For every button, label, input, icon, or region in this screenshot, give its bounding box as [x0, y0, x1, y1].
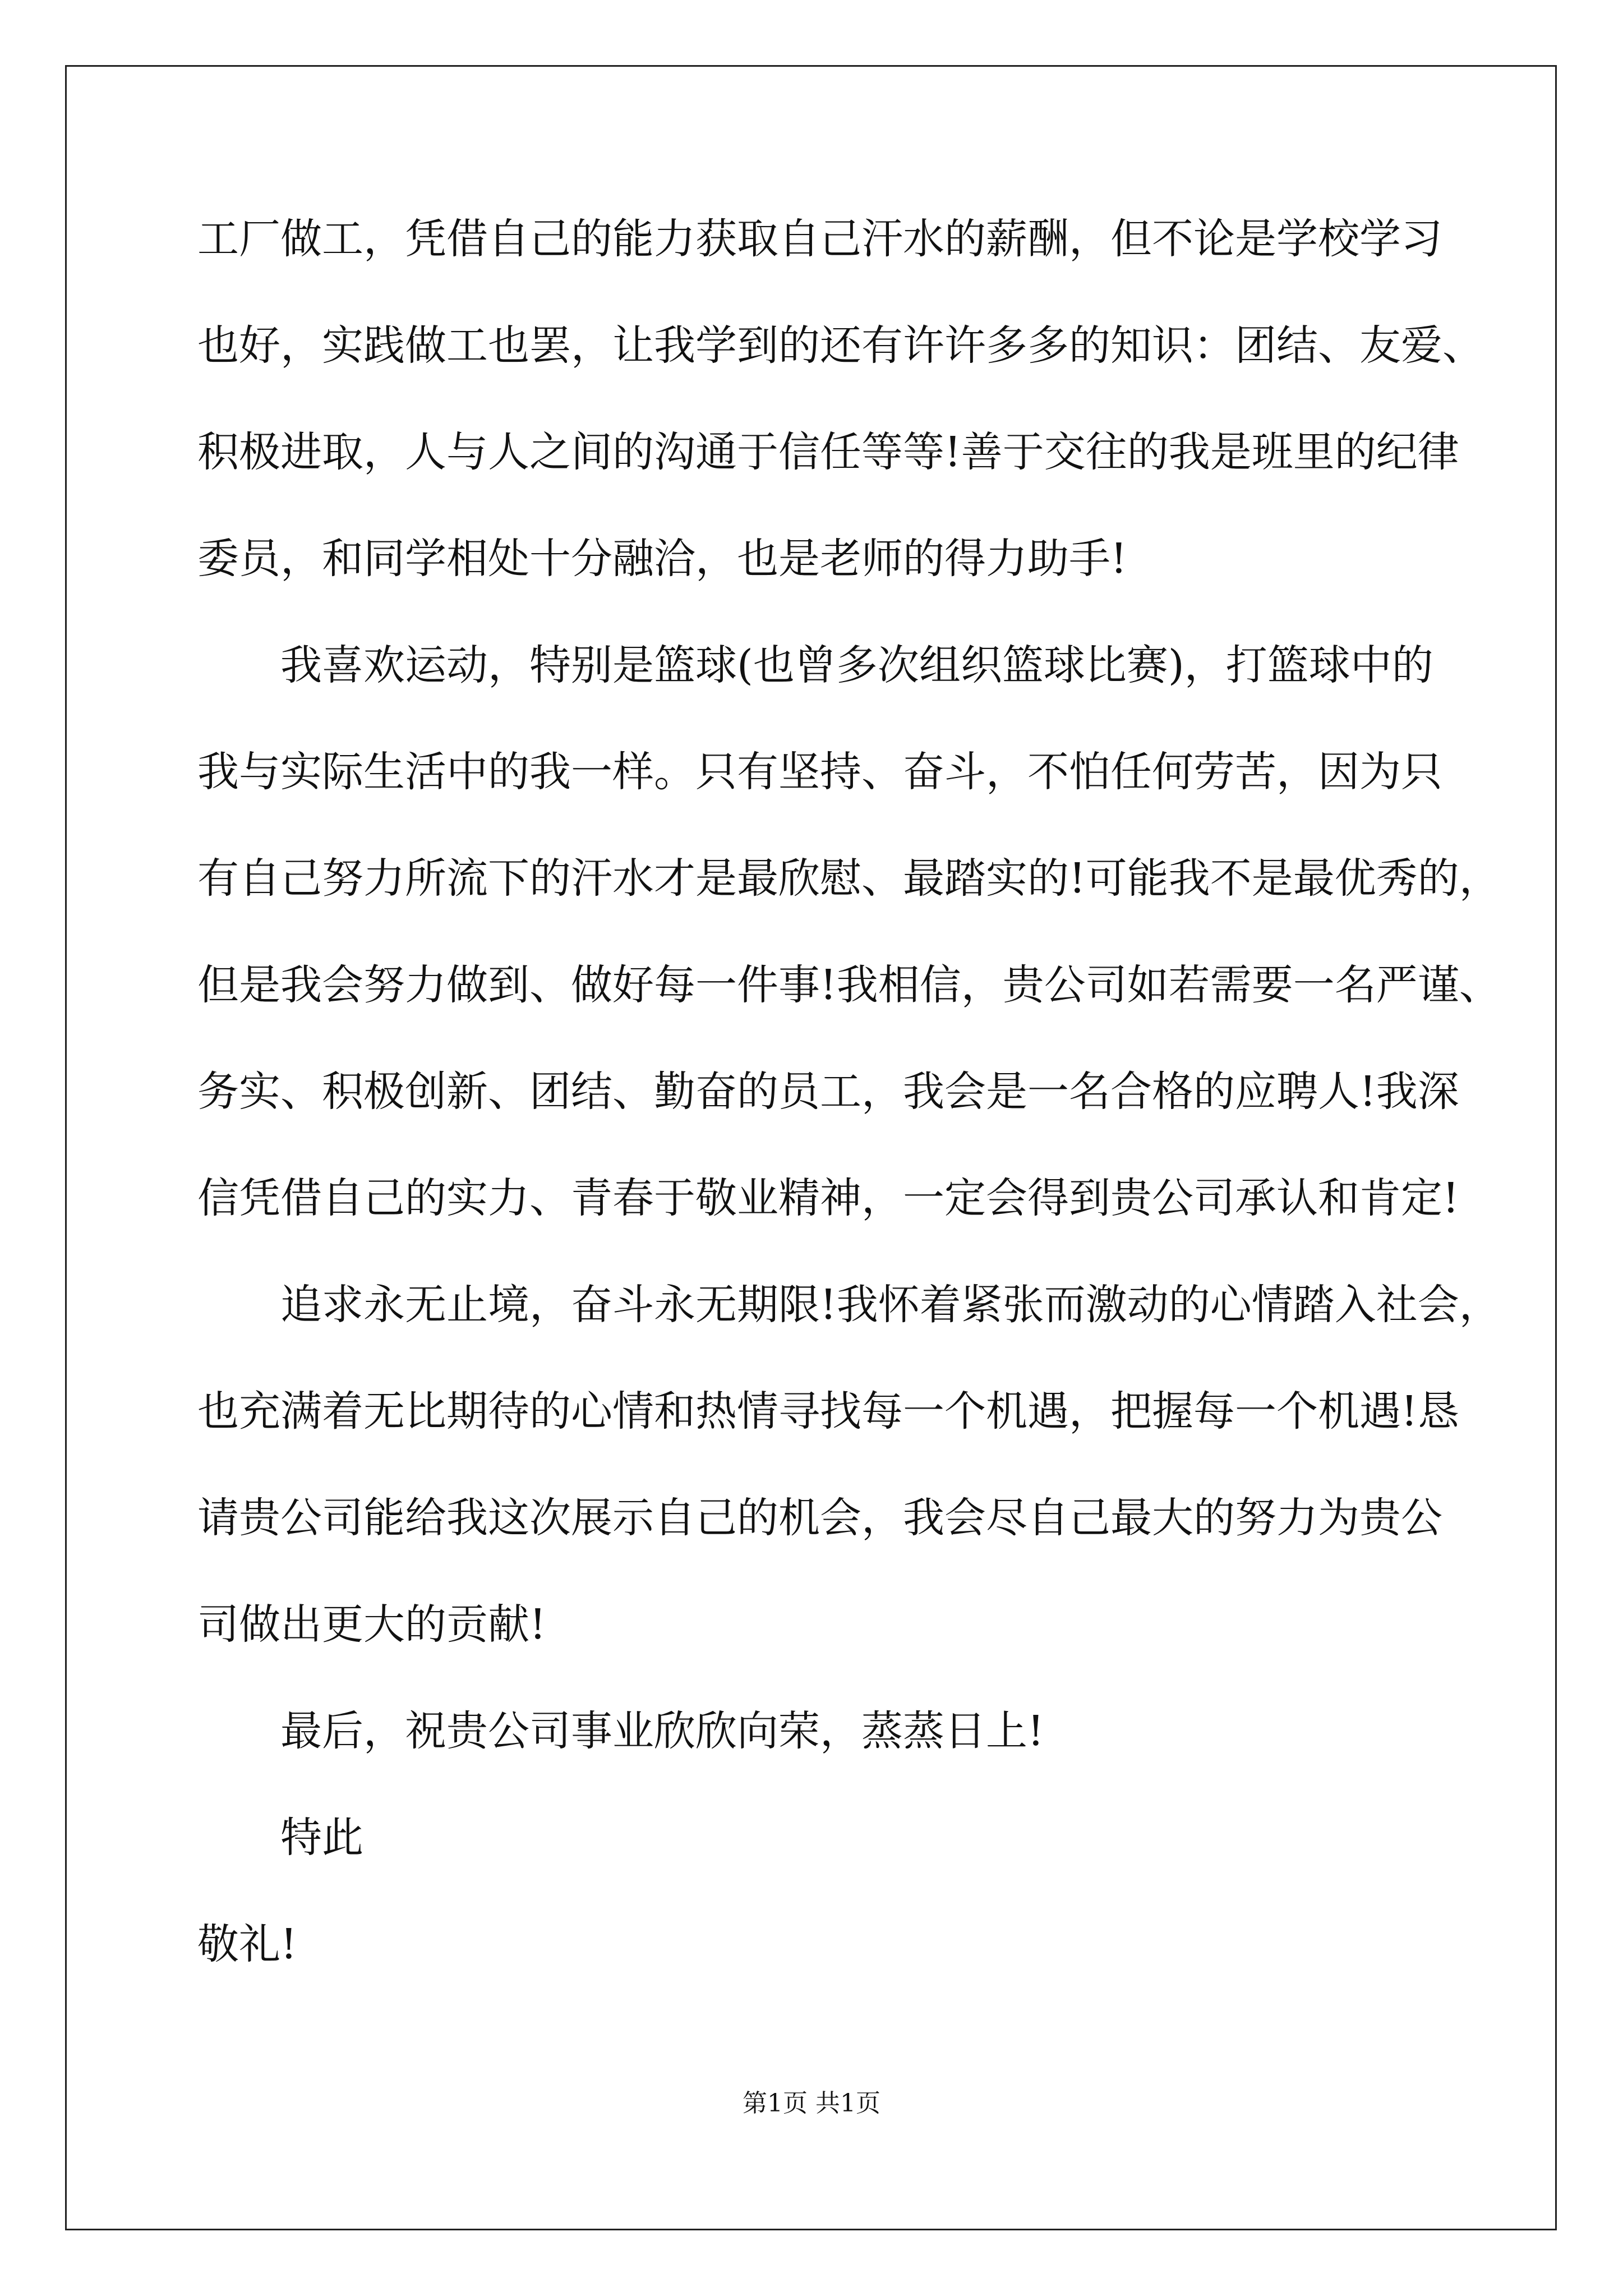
- closing-wish-line: 最后，祝贵公司事业欣欣向荣，蒸蒸日上!: [280, 1707, 1044, 1755]
- page-footer: 第1页 共1页: [743, 2089, 880, 2118]
- body-line: 工厂做工，凭借自己的能力获取自己汗水的薪酬，但不论是学校学习: [197, 215, 1442, 263]
- closing-te-ci: 特此: [280, 1814, 363, 1862]
- page-border: [65, 65, 1557, 2230]
- body-line: 有自己努力所流下的汗水才是最欣慰、最踏实的!可能我不是最优秀的，: [197, 854, 1501, 903]
- body-line: 务实、积极创新、团结、勤奋的员工，我会是一名合格的应聘人!我深: [197, 1068, 1459, 1116]
- closing-jing-li: 敬礼!: [197, 1920, 297, 1968]
- body-line: 委员，和同学相处十分融洽，也是老师的得力助手!: [197, 535, 1127, 583]
- body-line: 但是我会努力做到、做好每一件事!我相信，贵公司如若需要一名严谨、: [197, 961, 1501, 1009]
- body-line: 也充满着无比期待的心情和热情寻找每一个机遇，把握每一个机遇!恳: [197, 1387, 1459, 1435]
- paragraph-start-line: 我喜欢运动，特别是篮球(也曾多次组织篮球比赛)，打篮球中的: [280, 641, 1433, 689]
- body-line: 请贵公司能给我这次展示自己的机会，我会尽自己最大的努力为贵公: [197, 1494, 1442, 1542]
- body-line: 司做出更大的贡献!: [197, 1600, 546, 1649]
- paragraph-start-line: 追求永无止境，奋斗永无期限!我怀着紧张而激动的心情踏入社会，: [280, 1281, 1501, 1329]
- body-line: 我与实际生活中的我一样。只有坚持、奋斗，不怕任何劳苦，因为只: [197, 748, 1442, 796]
- body-line: 信凭借自己的实力、青春于敬业精神，一定会得到贵公司承认和肯定!: [197, 1174, 1459, 1222]
- body-line: 积极进取，人与人之间的沟通于信任等等!善于交往的我是班里的纪律: [197, 428, 1459, 476]
- body-line: 也好，实践做工也罢，让我学到的还有许许多多的知识：团结、友爱、: [197, 321, 1484, 370]
